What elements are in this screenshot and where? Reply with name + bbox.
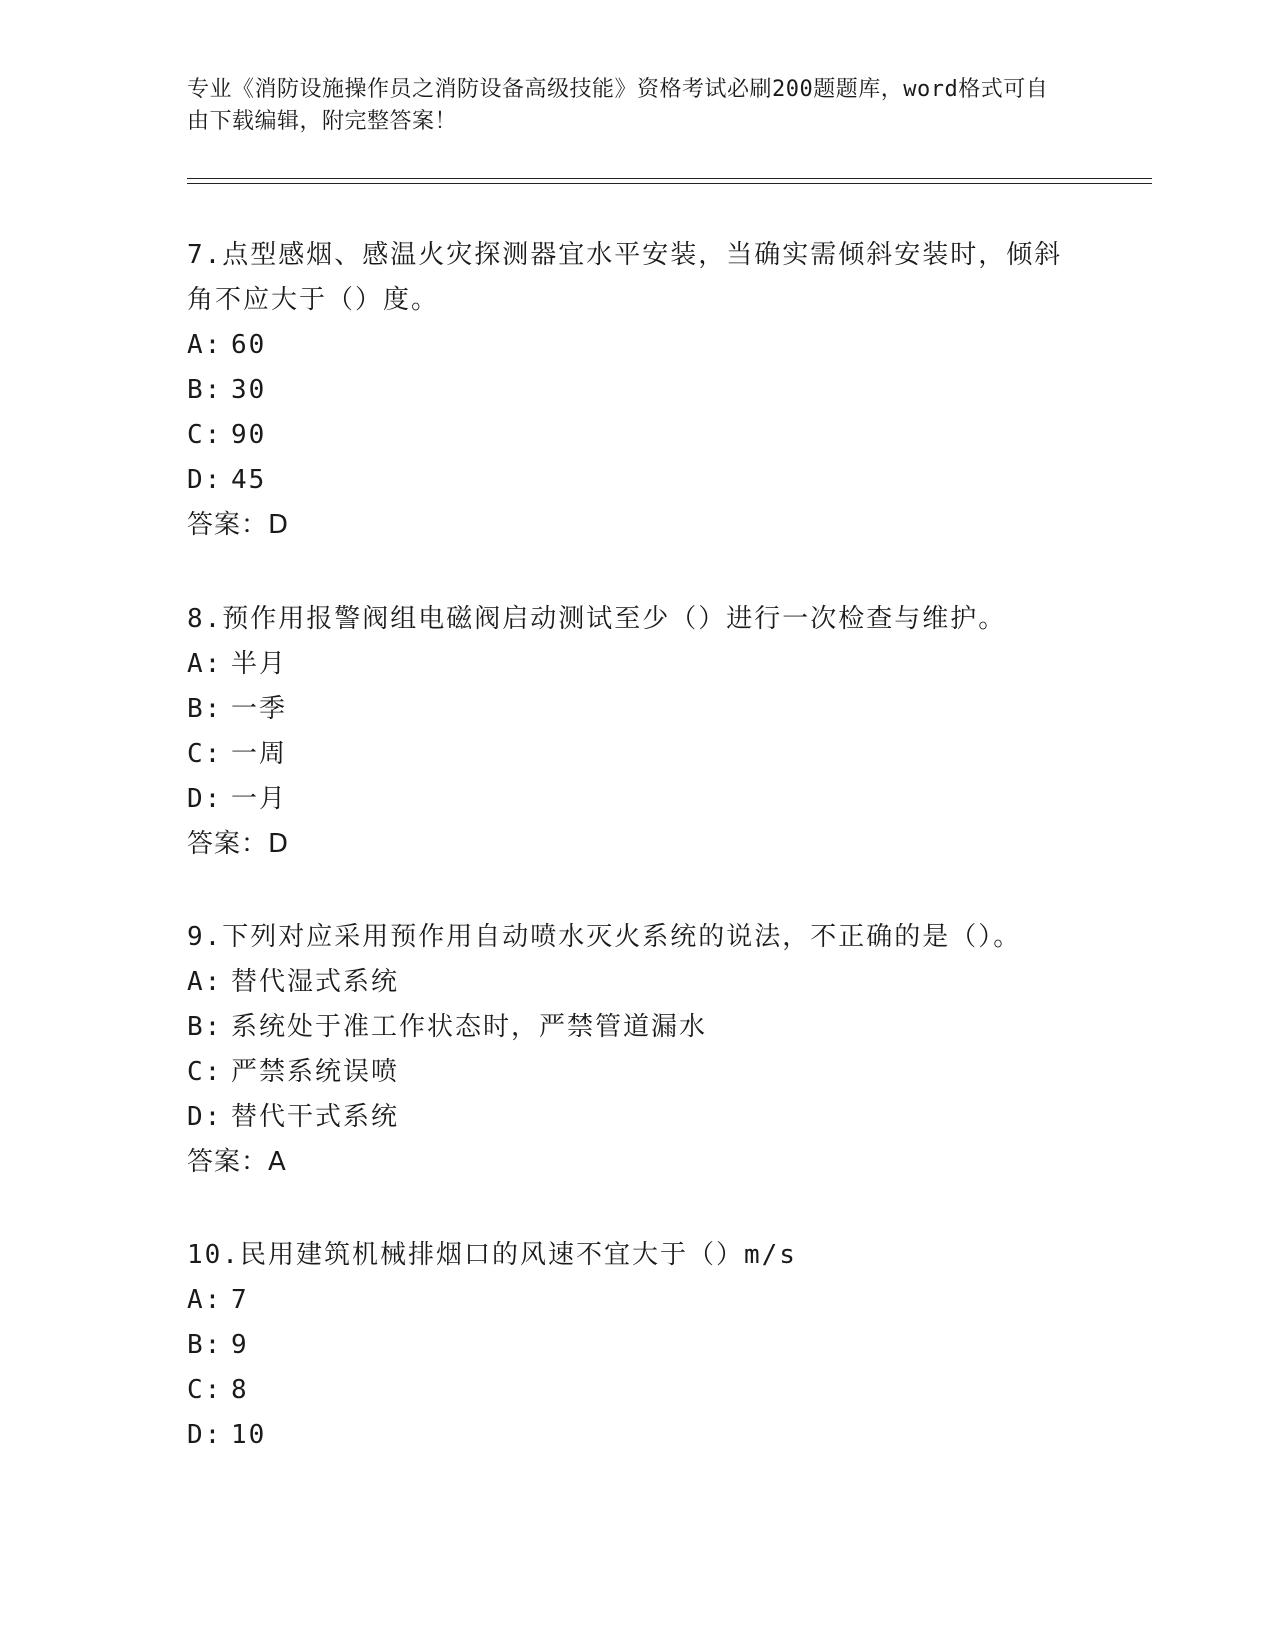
option-key: D: bbox=[187, 465, 223, 495]
option-key: C: bbox=[187, 739, 223, 769]
question-stem: 10.民用建筑机械排烟口的风速不宜大于（）m/s bbox=[187, 1240, 797, 1270]
option-key: C: bbox=[187, 1375, 223, 1405]
option-key: D: bbox=[187, 1420, 223, 1450]
option-key: B: bbox=[187, 375, 223, 405]
option-text: 一月 bbox=[231, 784, 288, 814]
question-9 bbox=[187, 915, 1067, 1185]
option-text: 8 bbox=[231, 1375, 249, 1405]
question-7 bbox=[187, 233, 1067, 548]
option-c bbox=[187, 413, 1067, 458]
header-divider-top bbox=[187, 178, 1152, 179]
option-text: 7 bbox=[231, 1285, 249, 1315]
option-b bbox=[187, 368, 1067, 413]
option-b bbox=[187, 1005, 1067, 1050]
option-text: 一周 bbox=[231, 739, 288, 769]
option-a bbox=[187, 960, 1067, 1005]
option-c bbox=[187, 1368, 1067, 1413]
option-text: 替代湿式系统 bbox=[231, 967, 400, 997]
answer-line: 答案：D bbox=[187, 510, 290, 540]
option-c bbox=[187, 1050, 1067, 1095]
option-c bbox=[187, 732, 1067, 777]
option-key: C: bbox=[187, 420, 223, 450]
option-d bbox=[187, 1413, 1067, 1458]
option-key: A: bbox=[187, 330, 223, 360]
option-text: 半月 bbox=[231, 649, 288, 679]
option-d bbox=[187, 458, 1067, 503]
option-text: 30 bbox=[231, 375, 267, 405]
option-a bbox=[187, 1278, 1067, 1323]
option-a bbox=[187, 323, 1067, 368]
answer-line: 答案：D bbox=[187, 829, 290, 859]
option-key: D: bbox=[187, 784, 223, 814]
option-text: 60 bbox=[231, 330, 267, 360]
option-text: 替代干式系统 bbox=[231, 1102, 400, 1132]
option-key: B: bbox=[187, 1012, 223, 1042]
option-b bbox=[187, 687, 1067, 732]
option-a bbox=[187, 642, 1067, 687]
question-stem: 8.预作用报警阀组电磁阀启动测试至少（）进行一次检查与维护。 bbox=[187, 604, 1007, 634]
document-header: 专业《消防设施操作员之消防设备高级技能》资格考试必刷200题题库，word格式可自由下载编辑，附完整答案！ bbox=[187, 77, 1049, 134]
question-stem: 9.下列对应采用预作用自动喷水灭火系统的说法，不正确的是（）。 bbox=[187, 922, 1022, 952]
option-key: A: bbox=[187, 649, 223, 679]
option-text: 系统处于准工作状态时，严禁管道漏水 bbox=[231, 1012, 708, 1042]
option-text: 一季 bbox=[231, 694, 288, 724]
header-divider-bottom bbox=[187, 183, 1152, 184]
option-key: A: bbox=[187, 1285, 223, 1315]
answer-line: 答案：A bbox=[187, 1147, 287, 1177]
option-b bbox=[187, 1323, 1067, 1368]
question-10 bbox=[187, 1233, 1067, 1458]
option-key: A: bbox=[187, 967, 223, 997]
option-text: 45 bbox=[231, 465, 267, 495]
option-text: 90 bbox=[231, 420, 267, 450]
option-text: 严禁系统误喷 bbox=[231, 1057, 400, 1087]
option-key: B: bbox=[187, 694, 223, 724]
question-stem: 7.点型感烟、感温火灾探测器宜水平安装，当确实需倾斜安装时，倾斜角不应大于（）度。 bbox=[187, 240, 1063, 315]
option-key: B: bbox=[187, 1330, 223, 1360]
question-8 bbox=[187, 597, 1067, 867]
option-text: 10 bbox=[231, 1420, 267, 1450]
option-text: 9 bbox=[231, 1330, 249, 1360]
option-key: D: bbox=[187, 1102, 223, 1132]
option-d bbox=[187, 1095, 1067, 1140]
option-key: C: bbox=[187, 1057, 223, 1087]
option-d bbox=[187, 777, 1067, 822]
